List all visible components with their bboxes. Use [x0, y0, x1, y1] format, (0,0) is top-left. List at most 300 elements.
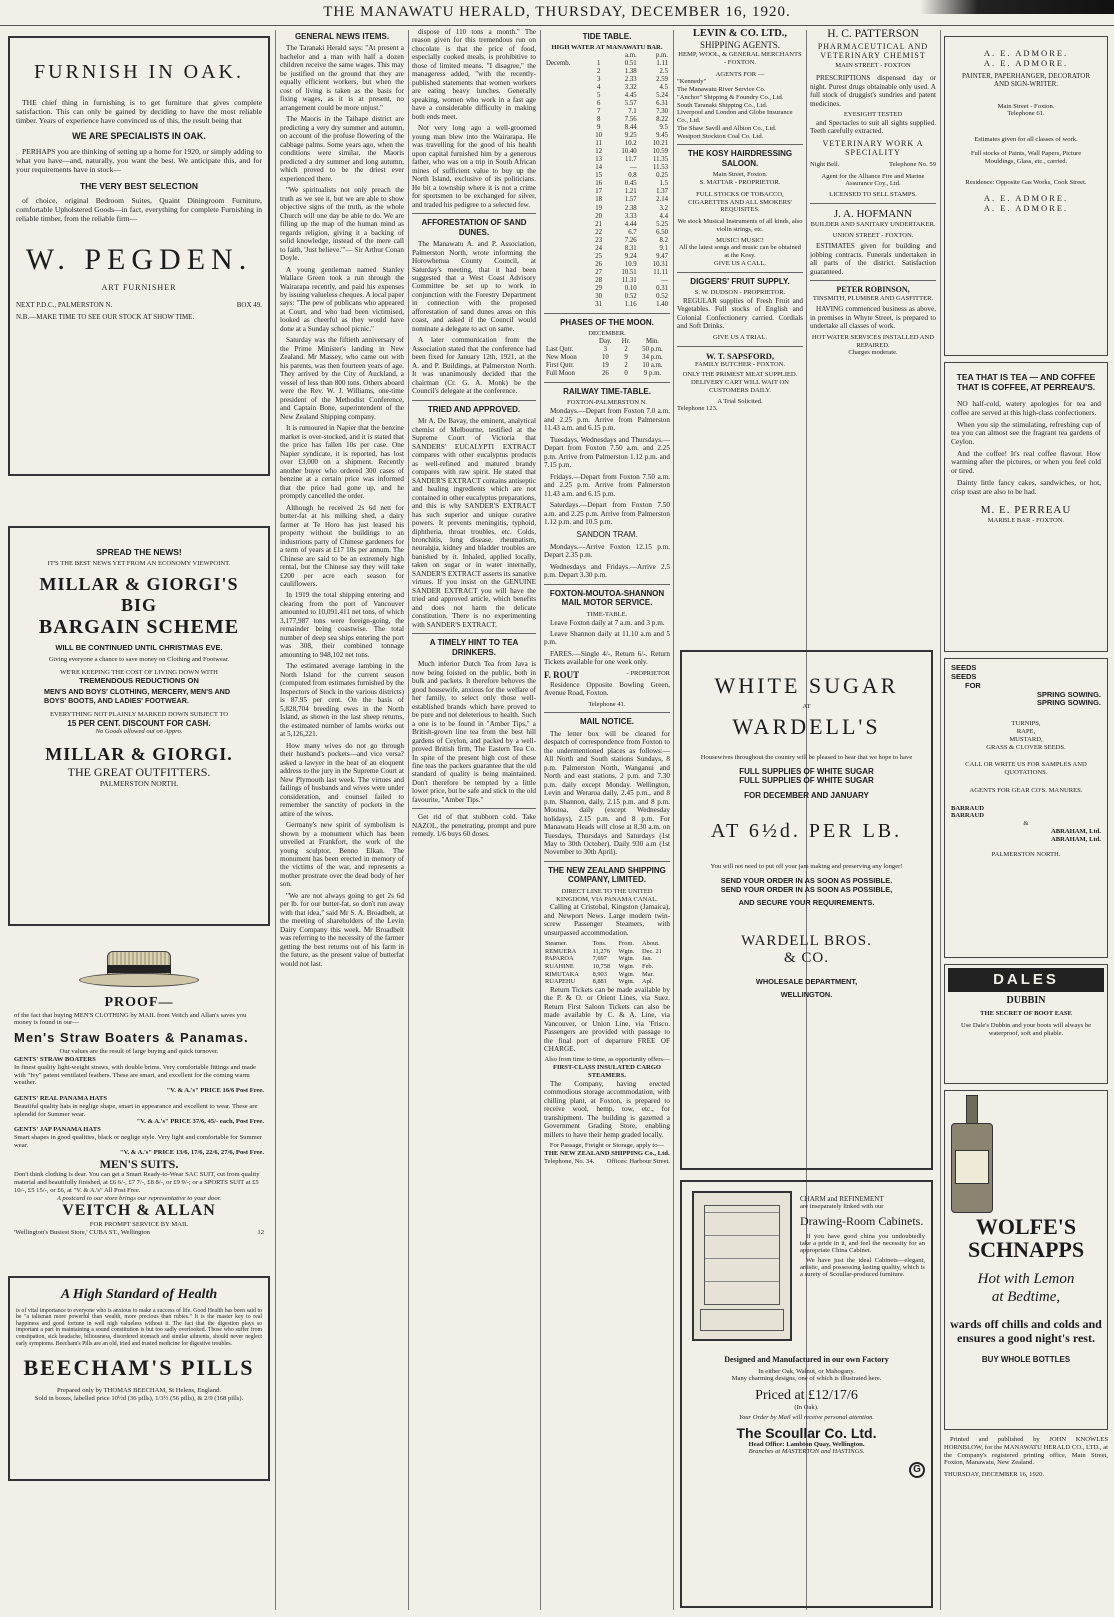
tide-row — [544, 277, 670, 285]
patterson-tel: Telephone No. 59 — [889, 160, 936, 168]
column-2 — [280, 28, 404, 1613]
rail-sub: FOXTON-PALMERSTON N. — [566, 399, 648, 407]
tide-time: 11.53 — [652, 164, 668, 172]
tide-time: 4.4 — [659, 212, 668, 220]
tide-row — [544, 84, 670, 92]
moon-col: Hr. — [621, 337, 631, 345]
nzship-tel: Telephone, No. 34. — [544, 1157, 595, 1165]
wardell-jam: You will not need to put off your jam making and preserving any longer! — [710, 863, 903, 870]
tide-month — [544, 92, 590, 100]
patterson-agent: Agent for the Alliance Fire and Marine Assurance Coy., Ltd. — [821, 172, 925, 188]
sapsford-tel: Telephone 123. — [677, 405, 718, 413]
tide-time: 5.25 — [656, 220, 668, 228]
tea-hint-para: Much inferior Dutch Tea from Java is now being foisted on the public, both in bulk and packets. It therefore behoves the good housewife, anxious for the welfare of her family, to select only those well-established brands which have proved to be pure and not deleterious to health. Such a one is to be found in "Amber Tips," a British-grown line tea from the best hill gardens of Ceylon, and packed by a well-proved British firm, The Eastern Tea Co. In spite of the present high cost of these fine teas the packers guarantee that the old standard of quality is being maintained. Don't therefore be tempted by a little lower price, but be safe and stick to the old favourite, "Amber Tips." — [412, 660, 536, 804]
tide-day: 25 — [595, 252, 603, 260]
seeds-ab1: ABRAHAM, Ltd. — [1050, 827, 1101, 835]
wardell-name1: WARDELL BROS. — [741, 933, 872, 949]
moon-cell: 26 — [601, 369, 609, 377]
robinson-name: PETER ROBINSON, — [836, 285, 910, 295]
seeds-call: CALL OR WRITE US FOR SAMPLES AND QUOTATIONS. — [965, 761, 1087, 777]
levin-list-item: "Anchor" Shipping & Foundry Co., Ltd. — [677, 93, 784, 101]
news-para: It is rumoured in Napier that the benzine market is over-stocked, and it is stated that the price has fallen 10s per case. One Napier syndicate, it is reported, has lost over £3,000 on a shipment. Recently another buyer who ordered 300 cases of benzine at a certain price was informed that the price had gone up, and he promptly cancelled the order. — [280, 424, 404, 501]
wolfe-ad — [944, 1090, 1108, 1430]
news-para: In 1919 the total shipping entering and clearing from the port of Vancouver amounted to 10,091,411 net tons, of which 3,177,987 tons were foreign-going, the remainder being coastwise. The total number of deep sea ships entering the port was 308, their combined tonnage amounting to 948,102 net tons. — [280, 591, 404, 659]
admore-name-3: A. E. ADMORE. — [983, 193, 1069, 204]
tide-time: 0.10 — [624, 284, 637, 292]
tide-row — [544, 237, 670, 245]
nzship-footer — [544, 1158, 670, 1166]
tide-month — [544, 285, 590, 293]
tide-time: 7.56 — [624, 116, 637, 124]
tide-time: 10.2 — [624, 140, 637, 148]
tide-month — [544, 237, 590, 245]
wolfe-wards: wards off chills and colds and ensures a good night's rest. — [950, 1316, 1102, 1345]
robinson-charges: Charges moderate. — [848, 349, 898, 357]
column-rule — [275, 30, 276, 1610]
tide-day: 11 — [595, 140, 602, 148]
patterson-eye: EYESIGHT TESTED — [843, 111, 903, 119]
perreau-p3: And the coffee! It's real coffee flavour. How warming after the pictures, or when you feel cold or tired. — [951, 448, 1101, 476]
patterson-name: H. C. PATTERSON — [827, 28, 919, 40]
scoullar-price: Priced at £12/17/6 — [755, 1388, 858, 1403]
tide-row — [544, 221, 670, 229]
news-para: Although he received 2s 6d nett for butter-fat at his milking shed, a dairy farmer at Te Horo has just leased his property without the buildings to an industrious party of Chinese gardeners for a term of years at £17 10s per annum. The Chinese are said to be an extremely high rental, but the Chinese say they will take £200 per acre each season for cauliflowers. — [280, 503, 404, 588]
scoullar-p2: We have just the ideal Cabinets—elegant, artistic, and possessing lasting quality, which is a surety of Scoullar-produced furniture. — [800, 1257, 925, 1278]
tide-month — [544, 116, 590, 124]
nzship-col: Tons. — [592, 940, 607, 948]
sapsford-trade: FAMILY BUTCHER - FOXTON. — [694, 360, 786, 368]
news-para: "We are not always going to get 2s 6d per lb. for our butter-fat, so don't run away with that idea," said Mr S. A. Broadbelt, at the meeting of shareholders of the Levin Dairy Company this week. Mr Broadbelt was referring to the necessity of the farmer getting the best returns out of his farm in the future, as the present value of butterfat would not last. — [280, 891, 404, 968]
nzship-direct: DIRECT LINE TO THE UNITED KINGDOM, VIA PANAMA CANAL. — [556, 887, 658, 903]
wolfe-name2: SCHNAPPS — [967, 1237, 1085, 1263]
diggers-name: S. W. DUDSON - PROPRIETOR. — [694, 289, 786, 297]
tide-day: 5 — [596, 92, 601, 100]
moon-cell: 9 — [624, 353, 628, 361]
dales-name: DALES — [948, 968, 1104, 992]
scoullar-designed: Designed and Manufactured in our own Factory — [724, 1355, 889, 1364]
tide-day: 30 — [595, 292, 603, 300]
mail-notice-heading: MAIL NOTICE. — [579, 717, 635, 727]
admore-name-4: A. E. ADMORE. — [983, 203, 1069, 214]
tide-time: 1.40 — [656, 300, 668, 308]
wardell-dept: WHOLESALE DEPARTMENT, — [755, 977, 858, 986]
tide-row — [544, 148, 670, 156]
veitch-p1: "V. & A.'s" PRICE 16/6 Post Free. — [166, 1087, 264, 1095]
tide-month — [544, 196, 590, 204]
levin-list-item: "Kennedy" — [677, 78, 707, 86]
millar-name: MILLAR & GIORGI. — [45, 744, 233, 765]
veitch-straw: Men's Straw Boaters & Panamas. — [14, 1030, 249, 1046]
seeds-item: RAPE, — [1016, 727, 1036, 735]
tide-time: 1.37 — [656, 188, 668, 196]
scoullar-are: are inseparately linked with our — [800, 1203, 884, 1210]
admore-stocks: Full stocks of Paints, Wall Papers, Picture Mouldings, Glass, etc., carried. — [970, 149, 1082, 165]
tide-day: 31 — [595, 300, 603, 308]
nzship-cell: Wgtn. — [618, 970, 635, 978]
nzship-cell: REMUERA — [545, 947, 577, 955]
nzship-row — [544, 971, 670, 979]
millar-best: IT'S THE BEST NEWS YET FROM AN ECONOMY VIEWPOINT. — [47, 560, 231, 568]
seeds-for: FOR — [965, 680, 981, 690]
tide-header-row — [544, 52, 670, 60]
tide-month: Decemb. — [546, 60, 571, 68]
millar-title2: BIG — [120, 595, 157, 616]
tide-time: 10.21 — [652, 140, 668, 148]
mail-tel: Telephone 41. — [588, 700, 626, 708]
tide-time: 11.7 — [625, 156, 637, 164]
patterson-bell-row — [810, 161, 936, 169]
news-para: The Maoris in the Taihape district are predicting a very dry summer and autumn, on account of the profuse flowering of the cabbage palms. Some years ago, when the conditions were similar, the Maoris predicted a dry summer and long autumn, which proved to be the driest ever experienced there. — [280, 115, 404, 183]
millar-spread: SPREAD THE NEWS! — [96, 547, 182, 557]
mail-line: Leave Foxton daily at 7 a.m. and 3 p.m. — [550, 618, 665, 627]
wardell-full1: FULL SUPPLIES OF WHITE SUGAR — [739, 767, 874, 776]
tide-time: 1.16 — [624, 300, 637, 308]
scoullar-p1: If you have good china you undoubtedly take a pride in it, and feel the necessity for an appropriate China Cabinet. — [800, 1233, 925, 1254]
wolfe-bed: at Bedtime, — [991, 1288, 1061, 1305]
tide-day: 12 — [595, 148, 603, 156]
tide-month — [544, 156, 590, 164]
tide-time: 6.7 — [628, 228, 637, 236]
tide-day: 29 — [595, 284, 603, 292]
tide-row — [544, 253, 670, 261]
news-para: Saturday was the fiftieth anniversary of the Prime Minister's landing in New Zealand. Mr Massey, who came out with his parents, was then fourteen years of age. They arrived by the City of Auckland, a vessel of less than 800 tons. Others aboard were the Rev. W. J. Williams, one-time president of the Methodist Conference, and Captain Bone, superintendent of the New Zealand Shipping company. — [280, 336, 404, 421]
levin-list-item: South Taranaki Shipping Co., Ltd. — [677, 101, 768, 109]
tide-time: 0.45 — [624, 180, 637, 188]
tide-time: — — [661, 276, 668, 284]
tide-row — [544, 124, 670, 132]
seeds-ab2: ABRAHAM, Ltd. — [1050, 835, 1101, 843]
seeds-h1: SEEDS — [951, 663, 977, 672]
china-cabinet-icon — [692, 1191, 792, 1341]
levin-sub2: HEMP, WOOL, & GENERAL MERCHANTS - FOXTON. — [678, 50, 802, 66]
scoullar-oak: (In Oak). — [794, 1404, 819, 1411]
beecham-prepared: Prepared only by THOMAS BEECHAM, St Helens, England. — [57, 1387, 221, 1395]
pegden-ad — [8, 36, 270, 476]
scoullar-name: The Scoullar Co. Ltd. — [736, 1425, 877, 1441]
moon-table — [544, 338, 670, 378]
veitch-proof-text: of the fact that buying MEN'S CLOTHING by MAIL from Veitch and Allan's saves you money is found in our— — [14, 1011, 247, 1027]
news-para: How many wives do not go through their husband's pockets—and vice versa? asked a lawyer in the heat of an eloquent address to the jury in the Supreme Court at New Plymouth last week. The virtues and failings of husbands and wives were under consideration, and counsel failed to remember the sanctity of pockets in the attire of the wives. — [280, 741, 404, 818]
nzship-cell: Wgtn. — [618, 962, 635, 970]
millar-outfitters: THE GREAT OUTFITTERS. — [67, 765, 211, 780]
patterson-bell: Night Bell. — [810, 160, 840, 168]
admore-trade: PAINTER, PAPERHANGER, DECORATOR AND SIGN-WRITER. — [961, 72, 1091, 89]
veitch-suits-text: Don't think clothing is dear. You can get a Smart Ready-to-Wear SAC SUIT, cut from quality material and beautifully finished, at £6 6/-, £7 7/-, £8 8/-, or £9 9/-; or a SPORTS SUIT at £5 10/-, £5 15/-, or £6, at "V. & A.'s" All Post Free. — [14, 1171, 260, 1194]
oak-p1: THE chief thing in furnishing is to get furniture that gives complete satisfaction. This can only be gained by deciding to have the most reliable timber. Years of experience have convinced us of this, the result being that — [16, 97, 262, 125]
nzship-heading: THE NEW ZEALAND SHIPPING COMPANY, LIMITED. — [548, 865, 666, 885]
moon-cell: Last Qutr. — [546, 345, 574, 353]
tide-month — [544, 180, 590, 188]
tide-day: 19 — [595, 204, 603, 212]
kosy-songs: All the latest songs and music can be obtained at the Kosy. — [679, 244, 801, 260]
mail-sub: TIME-TABLE. — [586, 610, 628, 618]
tide-month — [544, 261, 590, 269]
nzship-cell: Wgtn. — [618, 978, 635, 986]
moon-cell: 10 a.m. — [642, 361, 663, 369]
tide-time: 4.5 — [659, 84, 668, 92]
nzship-header-row — [544, 940, 670, 948]
column-rule — [940, 30, 941, 1610]
nzship-col: Steamer. — [545, 940, 568, 948]
nzship-row — [544, 963, 670, 971]
tide-time: 0.52 — [656, 292, 668, 300]
tide-day: 23 — [595, 236, 603, 244]
perreau-p2: When you sip the stimulating, refreshing cup of tea you can almost see the fragrant tea gardens of Ceylon. — [951, 419, 1101, 446]
tide-pm-header: p.m. — [655, 52, 668, 60]
tide-time: 0.8 — [628, 172, 637, 180]
scoullar-order: Your Order by Mail will receive personal attention. — [738, 1414, 875, 1421]
tide-row — [544, 205, 670, 213]
tide-month — [544, 100, 590, 108]
kosy-street: Main Street, Foxton. — [712, 171, 768, 179]
tide-month — [544, 84, 590, 92]
tide-month — [544, 68, 590, 76]
tram-line: Wednesdays and Fridays.—Arrive 2.5 p.m. Depart 3.30 p.m. — [544, 562, 670, 580]
tide-time: 3.32 — [624, 84, 637, 92]
tide-month — [544, 132, 590, 140]
wardell-at: AT — [802, 703, 811, 710]
robinson-text: HAVING commenced business as above, in premises in Whyte Street, is prepared to undertake all classes of work. — [810, 305, 936, 331]
nzship-table — [544, 940, 670, 985]
pegden-trade: ART FURNISHER — [101, 283, 177, 293]
tide-day: 14 — [595, 164, 603, 172]
tide-day: 15 — [595, 172, 603, 180]
tide-row — [544, 229, 670, 237]
tide-time: 10.51 — [621, 268, 637, 276]
tide-time: 8.2 — [659, 236, 668, 244]
tide-day: 18 — [595, 196, 603, 204]
levin-list-item: The Manawatu River Service Co. — [677, 86, 766, 94]
tea-hint-heading: A TIMELY HINT TO TEA DRINKERS. — [429, 638, 519, 657]
nzship-row — [544, 955, 670, 963]
moon-cell: First Qutr. — [546, 361, 574, 369]
oak-specialists: WE ARE SPECIALISTS IN OAK. — [72, 131, 206, 142]
nzship-col: From. — [618, 940, 634, 948]
mail-name: F. ROUT — [544, 669, 580, 680]
kosy-stocks: FULL STOCKS OF TOBACCO, CIGARETTES AND ALL SMOKERS' REQUISITES. — [688, 190, 792, 214]
diggers-trial: GIVE US A TRIAL. — [712, 333, 768, 341]
tide-time: 1.21 — [624, 188, 637, 196]
moon-cell: 34 p.m. — [642, 353, 663, 361]
tide-time: 2.33 — [624, 76, 637, 84]
tide-time: 6.50 — [656, 228, 668, 236]
column-rule — [540, 30, 541, 1610]
nzship-cell: 11,276 — [592, 947, 610, 955]
tide-day: 6 — [596, 100, 601, 108]
tide-time: 10.40 — [621, 148, 637, 156]
tide-row — [544, 180, 670, 188]
tide-row — [544, 293, 670, 301]
tide-day: 9 — [596, 124, 601, 132]
tide-heading: TIDE TABLE. — [582, 32, 632, 41]
tide-day: 17 — [595, 188, 603, 196]
admore-est: Estimates given for all classes of work. — [974, 136, 1078, 144]
nzship-cell: 10,758 — [592, 962, 611, 970]
wolfe-buy: BUY WHOLE BOTTLES — [981, 1355, 1071, 1365]
tide-time: 8.31 — [624, 244, 637, 252]
tide-row — [544, 132, 670, 140]
bottle-icon — [949, 1095, 995, 1215]
tide-day: 20 — [595, 212, 603, 220]
tide-time: 1.5 — [659, 180, 668, 188]
tide-day: 8 — [596, 116, 601, 124]
nzship-cell: Jan. — [642, 955, 653, 963]
tide-time: 3.33 — [624, 212, 637, 220]
seeds-spring1: SPRING SOWING. — [1036, 689, 1101, 699]
tide-month — [544, 188, 590, 196]
admore-res: Residence: Opposite Gas Works, Cook Street. — [965, 179, 1087, 187]
tide-day: 26 — [595, 260, 603, 268]
tide-time: 9.1 — [659, 244, 668, 252]
tide-row — [544, 76, 670, 84]
column-3 — [412, 28, 536, 1613]
news-para: The estimated average lambing in the North Island for the current season (computed from estimates furnished by the Inspectors of Stock in the various districts) is 87.95 per cent. On the basis of 5,828,704 breeding ewes in the North Island, as shown in the last sheep returns, the estimated number of lambs works out at 5,126,221. — [280, 662, 404, 739]
kosy-music2: MUSIC! MUSIC! — [716, 236, 764, 244]
admore-name-2: A. E. ADMORE. — [983, 58, 1069, 69]
tide-row — [544, 68, 670, 76]
wardell-send1: SEND YOUR ORDER IN AS SOON AS POSSIBLE. — [720, 876, 893, 885]
column-7 — [944, 28, 1108, 1613]
rail-line: Mondays.—Depart from Foxton 7.0 a.m. and 2.25 p.m. Arrive from Palmerston 11.43 a.m. and 6.15 p.m. — [544, 407, 670, 433]
news-para: "We spiritualists not only preach the truth as we see it, but we are able to show objective signs of the truth, as the whole Church will one day be able to do. We are filling up the map of the human mind as regards religion, giving it a backing of solid knowledge, instead of the mere call to faith, 'Just believe.'"— Sir Arthur Conan Doyle. — [280, 186, 404, 263]
veitch-proof: PROOF— — [104, 995, 174, 1010]
veitch-suits: MEN'S SUITS. — [99, 1157, 179, 1172]
dales-ad — [944, 964, 1108, 1084]
veitch-name: VEITCH & ALLAN — [62, 1202, 216, 1220]
tide-time: 1.11 — [656, 60, 668, 68]
tide-time: 9.5 — [659, 124, 668, 132]
rail-heading: RAILWAY TIME-TABLE. — [563, 386, 651, 396]
tide-month — [544, 148, 590, 156]
tide-row — [544, 301, 670, 309]
veitch-l3: GENTS' REAL PANAMA HATS — [14, 1094, 107, 1102]
moon-cell: 2 — [624, 345, 628, 353]
dales-sub: DUBBIN — [1006, 994, 1046, 1006]
tide-time: 7.30 — [656, 108, 668, 116]
nzship-passage: For Passage, Freight or Storage, apply to— — [549, 1142, 665, 1150]
tide-time: 0.52 — [624, 292, 637, 300]
imprint-date: THURSDAY, DECEMBER 16, 1920. — [944, 1471, 1045, 1479]
wardell-price: AT 6½d. PER LB. — [710, 820, 903, 842]
hofmann-text: ESTIMATES given for building and jobbing contracts. Funerals undertaken in all parts of the district. Satisfaction guaranteed. — [810, 242, 936, 276]
tide-month — [544, 293, 590, 301]
patterson-stamps: LICENSED TO SELL STAMPS. — [829, 191, 917, 199]
tea-hint-para: Get rid of that stubborn cold. Take NAZOL, the penetrating, prompt and pure remedy. 1/6 buys 60 doses. — [412, 813, 536, 839]
wardell-full2: FULL SUPPLIES OF WHITE SUGAR — [739, 776, 874, 785]
tide-time: 2.5 — [659, 68, 668, 76]
tide-time: 4.45 — [624, 92, 637, 100]
mail-heading: FOXTON-MOUTOA-SHANNON MAIL MOTOR SERVICE. — [549, 588, 665, 608]
wardell-title2: WARDELL'S — [732, 714, 881, 739]
diggers-heading: DIGGERS' FRUIT SUPPLY. — [690, 276, 790, 286]
patterson-p2: and Spectacles to suit all sights supplied. Teeth carefully extracted. — [810, 118, 936, 136]
sand-para: A later communication from the Association stated that the conference had been fixed for January 12th, 1921, at the A. and P. Buildings, at Palmerston North. It was unanimously decided that the chairman (Cr. G. A. Monk) be the Council's delegate at the conference. — [412, 336, 536, 396]
veitch-postcard: A postcard to our store brings our representative to your door. — [56, 1194, 222, 1202]
scoullar-head: Head Office: Lambton Quay, Wellington. — [748, 1441, 865, 1448]
tide-time: 11.35 — [652, 156, 668, 164]
seeds-ad — [944, 658, 1108, 958]
tide-time: 3.2 — [659, 204, 668, 212]
millar-title1: MILLAR & GIORGI'S — [39, 573, 239, 594]
veitch-l5: GENTS' JAP PANAMA HATS — [14, 1126, 101, 1134]
millar-approval: No Goods allowed out on Appro. — [95, 728, 183, 736]
veitch-l6: Smart shapes in good qualities, black or neglige style. Very light and comfortable for Summer wear. — [14, 1133, 262, 1149]
tide-sub: HIGH WATER AT MANAWATU BAR. — [551, 44, 663, 52]
tide-month — [544, 205, 590, 213]
nzship-name: THE NEW ZEALAND SHIPPING Co., Ltd. — [544, 1149, 670, 1157]
millar-reductions: TREMENDOUS REDUCTIONS ON — [79, 676, 199, 686]
tide-time: 2.59 — [656, 76, 668, 84]
column-4 — [544, 28, 670, 1613]
hofmann-addr: UNION STREET - FOXTON. — [832, 231, 914, 239]
moon-header-row — [544, 338, 670, 346]
kosy-heading: THE KOSY HAIRDRESSING SALOON. — [687, 149, 793, 168]
tide-time: 1.38 — [624, 68, 637, 76]
pegden-address-row — [16, 301, 262, 309]
tram-line: Mondays.—Arrive Foxton 12.15 p.m. Depart 2.35 p.m. — [544, 542, 670, 560]
seeds-name1: BARRAUD — [951, 804, 984, 812]
tide-time: 10.59 — [652, 148, 668, 156]
tide-time: 9.47 — [656, 252, 668, 260]
robinson-hot: HOT WATER SERVICES INSTALLED AND REPAIRED. — [811, 333, 935, 349]
tide-row — [544, 100, 670, 108]
nzship-row — [544, 948, 670, 956]
admore-street: Main Street - Foxton. — [997, 102, 1055, 110]
sapsford-text: ONLY THE PRIMEST MEAT SUPPLIED. DELIVERY CART WILL WAIT ON CUSTOMERS DAILY. — [682, 371, 798, 394]
tide-day: 21 — [595, 220, 603, 228]
nzship-cell: RUAPEHU — [545, 978, 576, 986]
tide-row — [544, 188, 670, 196]
cocoa-para: dispose of 110 tons a month." The reason given for this tremendous run on chocolate is that the price of food, especially cooked meals, is prohibitive to those of limited means. "I disagree," the manageress added, "with the recently-published statements that women workers are eating heavy lunches. Generally speaking, women who work in a fast age have a considerable difficulty in making both ends meet. — [412, 28, 536, 121]
tide-day: 4 — [596, 84, 601, 92]
beecham-text: is of vital importance to everyone who is anxious to make a success of life. Good Health has been said to be "a talisman more powerful than wealth, more precious than rubies." It is the master key to real happiness and good fortune in well nigh valueless without it. The fact that the digestion plays so important a part in maintaining a sound constitution is but too sadly overlooked. Those who suffer from constipation, sick headache, biliousness, disordered stomach and similar ailments, should never neglect early symptoms. Beecham's Pills are an old, tried and trusted medicine for digestive troubles. — [16, 1307, 262, 1347]
tide-month — [544, 76, 590, 84]
tide-day: 2 — [596, 68, 601, 76]
nzship-cell: 7,697 — [592, 955, 607, 963]
seeds-agents: AGENTS FOR GEAR CO'S. MANURES. — [969, 786, 1083, 794]
oak-selection: THE VERY BEST SELECTION — [79, 180, 199, 191]
diggers-text: REGULAR supplies of Fresh Fruit and Vegetables. Full stocks of English and Colonial Confectionery carried. Cordials and Soft Drinks. — [677, 296, 803, 331]
rail-line: Tuesdays, Wednesdays and Thursdays.—Depart from Foxton 7.50 a.m. and 2.25 p.m. Arrive from Palmerston 1.12 p.m. and 7.15 p.m. — [544, 435, 670, 470]
tide-month — [544, 253, 590, 261]
nzship-offices: Offices: Harbour Street. — [606, 1157, 670, 1165]
scoullar-many: Many charming designs, one of which is illustrated here. — [731, 1375, 882, 1382]
seeds-amp: & — [1023, 820, 1029, 828]
tide-month — [544, 124, 590, 132]
mail-line: FARES.—Single 4/-, Return 6/-. Return Tickets available for one week only. — [544, 649, 670, 667]
nzship-cell: 8,881 — [592, 978, 607, 986]
straw-hat-icon — [79, 951, 199, 989]
veitch-l2: In finest quality light-weight straws, with double brims. Very comfortable fittings and made with "Ivy" patent ventilated feathers. These are smart, and excellent for the coming warm weather. — [14, 1063, 256, 1087]
moon-cell: 2 — [624, 361, 628, 369]
scoullar-ad — [680, 1180, 933, 1608]
pegden-box: BOX 49. — [236, 300, 262, 309]
tide-row — [544, 213, 670, 221]
levin-list-item: Westport Stockton Coal Co. Ltd. — [677, 132, 764, 140]
rail-line: Saturdays.—Depart from Foxton 7.50 a.m. and 2.25 p.m. Arrive from Palmerston 1.12 p.m. and 10.5 p.m. — [544, 501, 670, 526]
mail-res: Residence Opposite Bowling Green, Avenue Road, Foxton. — [544, 680, 670, 698]
hofmann-name: J. A. HOFMANN — [833, 207, 913, 220]
tide-time: — — [629, 164, 637, 172]
mail-notice-text: The letter box will be cleared for despatch of correspondence from Foxton to the undermentioned places as follows:— All North and South stations Sundays, 8 p.m. Palmerston North, Wanganui and North and east stations, 2 p.m. and 7.30 p.m. daily except Monday. Wellington, Levin and Weraroa daily, 2.45 p.m., and 8 p.m. Shannon, daily, 2.15 p.m. and 8 p.m. Moutoa, daily (except Wednesday holidays), 2.15 p.m. and 8 p.m. For Manawatu Heads will close at 8.30 a.m. on Tuesdays, Thursdays and Saturdays (1st May to 30th October). Daily 930 a.m (1st November to 30th April). — [544, 729, 670, 857]
moon-month: DECEMBER. — [588, 330, 626, 338]
sand-heading: AFFORESTATION OF SAND DUNES. — [421, 218, 527, 237]
column-rule — [673, 30, 674, 1610]
nzship-co: The Company, having erected commodious storage accommodation, with chilling plant, at Foxton, is prepared to receive wool, hemp, tow, etc., for transhipment. The building is gazetted a Government Grading Store, enabling millers to have their hemp graded locally. — [544, 1079, 670, 1139]
nzship-return: Return Tickets can be made available by the P. & O. or Orient Lines, via Suez. Return First Saloon Tickets can also be made available by C. & A. Line, via Vancouver, or Union Line, via 'Frisco. Passengers are provided with passage to the final port of departure FREE OF CHARGE. — [544, 985, 670, 1053]
tide-day: 13 — [595, 156, 603, 164]
perreau-title: TEA THAT IS TEA — AND COFFEE THAT IS COFFEE, AT PERREAU'S. — [956, 372, 1096, 393]
